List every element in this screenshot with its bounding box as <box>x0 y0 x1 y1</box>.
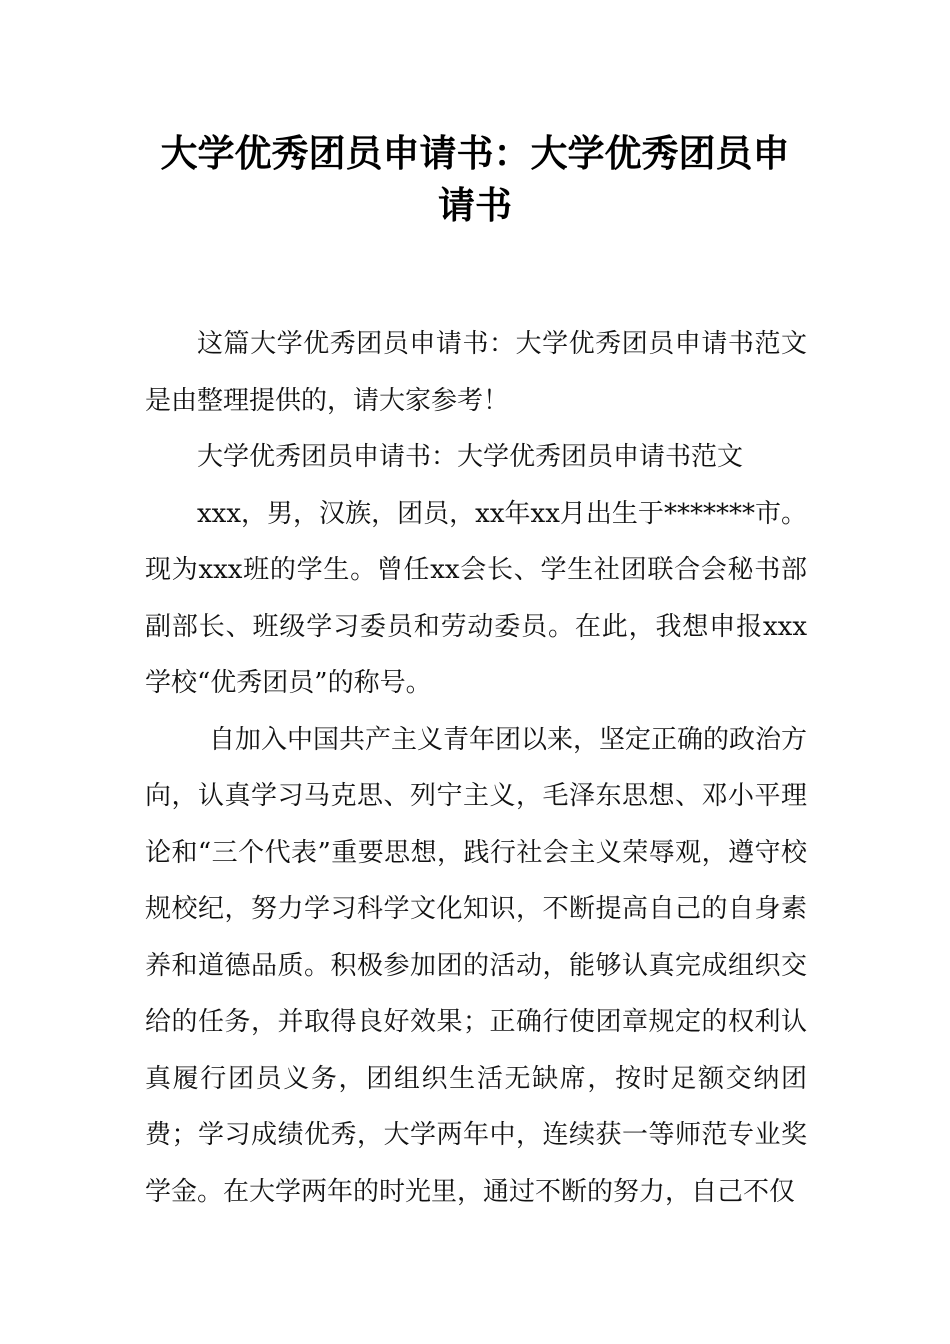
achievements-paragraph: 自加入中国共产主义青年团以来，坚定正确的政治方向，认真学习马克思、列宁主义，毛泽东思想、邓小平理论和“三个代表”重要思想，践行社会主义荣辱观，遵守校规校纪，努力学习科学文化知识，不断提高自己的自身素养和道德品质。积极参加团的活动，能够认真完成组织交给的任务，并取得良好效果；正确行使团章规定的权利认真履行团员义务，团组织生活无缺席，按时足额交纳团费；学习成绩优秀，大学两年中，连续获一等师范专业奖学金。在大学两年的时光里，通过不断的努力，自己不仅 <box>145 724 808 1207</box>
profile-paragraph: xxx，男，汉族，团员，xx年xx月出生于*******市。现为xxx班的学生。曾任xx会长、学生社团联合会秘书部副部长、班级学习委员和劳动委员。在此，我想申报xxx学校“优秀团员”的称号。 <box>145 498 807 698</box>
document-title: 大学优秀团员申请书：大学优秀团员申请书 <box>160 132 790 227</box>
subtitle-paragraph: 大学优秀团员申请书：大学优秀团员申请书范文 <box>197 442 744 472</box>
intro-paragraph: 这篇大学优秀团员申请书：大学优秀团员申请书范文是由整理提供的，请大家参考！ <box>145 329 807 416</box>
document-body <box>145 316 807 1220</box>
